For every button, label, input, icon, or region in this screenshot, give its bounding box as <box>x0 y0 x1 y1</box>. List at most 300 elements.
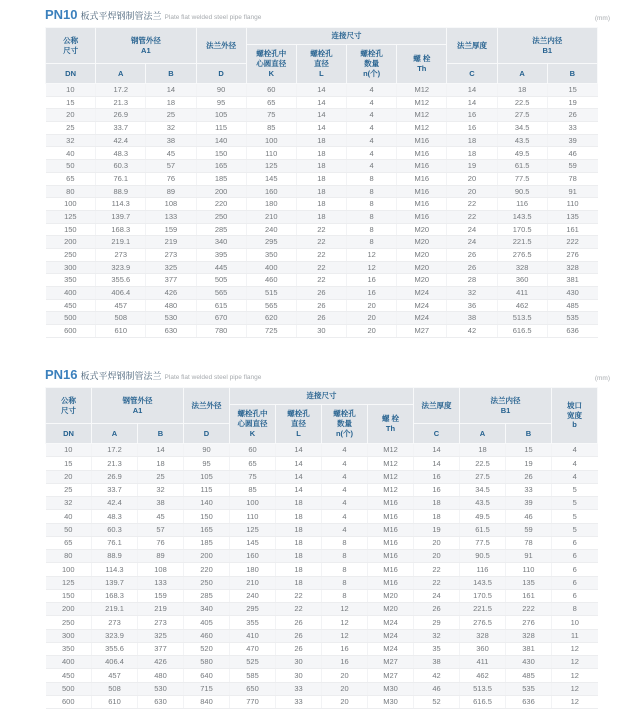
cell: 525 <box>230 656 276 669</box>
cell: 43.5 <box>497 134 547 147</box>
table-row <box>46 470 598 483</box>
cell: 450 <box>46 669 92 682</box>
cell: 80 <box>46 550 92 563</box>
cell: 29 <box>414 616 460 629</box>
cell: 616.5 <box>497 325 547 338</box>
header-bolt-circle-k: 螺栓孔中 心圆直径 K <box>246 45 296 84</box>
cell: M16 <box>397 210 447 223</box>
cell: 22.5 <box>497 96 547 109</box>
cell: 355.6 <box>96 274 146 287</box>
cell: 15 <box>46 96 96 109</box>
cell: 14 <box>414 457 460 470</box>
cell: M16 <box>397 160 447 173</box>
cell: 20 <box>447 172 497 185</box>
cell: 60 <box>230 444 276 457</box>
cell: 276 <box>547 248 597 261</box>
cell: 500 <box>46 312 96 325</box>
cell: 221.5 <box>497 236 547 249</box>
cell: 210 <box>246 210 296 223</box>
header-d: D <box>196 64 246 84</box>
cell: 4 <box>322 510 368 523</box>
table-row <box>46 109 598 122</box>
cell: 24 <box>414 589 460 602</box>
cell: 32 <box>414 629 460 642</box>
table-row <box>46 299 598 312</box>
header-connection-dims: 连接尺寸 <box>246 28 447 45</box>
cell: M24 <box>397 312 447 325</box>
cell: 108 <box>138 563 184 576</box>
pn16-section <box>45 366 610 709</box>
table-row <box>46 312 598 325</box>
cell: 18 <box>447 147 497 160</box>
cell: 150 <box>46 589 92 602</box>
cell: M12 <box>368 457 414 470</box>
cell: 15 <box>547 84 597 97</box>
cell: 4 <box>322 444 368 457</box>
cell: 340 <box>196 236 246 249</box>
cell: 725 <box>246 325 296 338</box>
header-flange-od: 法兰外径 <box>184 388 230 424</box>
cell: 20 <box>447 185 497 198</box>
cell: 381 <box>547 274 597 287</box>
header-c: C <box>414 424 460 444</box>
cell: 25 <box>138 470 184 483</box>
header-dn: DN <box>46 64 96 84</box>
cell: 59 <box>506 523 552 536</box>
cell: M12 <box>397 84 447 97</box>
cell: 38 <box>447 312 497 325</box>
cell: 33 <box>276 695 322 708</box>
pn16-title-english: Plate flat welded steel pipe flange <box>164 374 262 381</box>
cell: 114.3 <box>96 198 146 211</box>
cell: 328 <box>547 261 597 274</box>
cell: 38 <box>146 134 196 147</box>
cell: 16 <box>447 122 497 135</box>
cell: 460 <box>184 629 230 642</box>
cell: 323.9 <box>92 629 138 642</box>
cell: M16 <box>397 198 447 211</box>
cell: 85 <box>246 122 296 135</box>
cell: 276 <box>506 616 552 629</box>
cell: 505 <box>196 274 246 287</box>
cell: 75 <box>230 470 276 483</box>
cell: 26 <box>296 312 346 325</box>
cell: 50 <box>46 160 96 173</box>
cell: 18 <box>146 96 196 109</box>
cell: 4 <box>322 470 368 483</box>
cell: 61.5 <box>460 523 506 536</box>
cell: 14 <box>276 483 322 496</box>
cell: 39 <box>547 134 597 147</box>
cell: M16 <box>397 172 447 185</box>
pn16-title <box>45 366 610 383</box>
table-row <box>46 147 598 160</box>
header-flange-thickness: 法兰厚度 <box>414 388 460 424</box>
cell: 610 <box>92 695 138 708</box>
cell: 355.6 <box>92 642 138 655</box>
cell: M12 <box>368 444 414 457</box>
header-b2: B <box>547 64 597 84</box>
cell: 26 <box>296 299 346 312</box>
cell: 57 <box>138 523 184 536</box>
cell: 17.2 <box>92 444 138 457</box>
header-bolt-hole-dia-l: 螺栓孔 直径 L <box>276 405 322 444</box>
cell: M16 <box>368 497 414 510</box>
cell: 140 <box>196 134 246 147</box>
cell: 22 <box>296 223 346 236</box>
header-a: A <box>96 64 146 84</box>
cell: 32 <box>46 134 96 147</box>
table-row <box>46 223 598 236</box>
cell: 18 <box>460 444 506 457</box>
cell: 100 <box>230 497 276 510</box>
cell: 12 <box>552 642 598 655</box>
cell: 355 <box>230 616 276 629</box>
cell: 12 <box>347 261 397 274</box>
cell: M20 <box>397 261 447 274</box>
table-row <box>46 510 598 523</box>
pn16-title-chinese: 板式平焊钢制管法兰 <box>80 371 162 381</box>
cell: M20 <box>368 589 414 602</box>
cell: 18 <box>276 497 322 510</box>
cell: 20 <box>322 669 368 682</box>
table-row <box>46 444 598 457</box>
cell: 670 <box>196 312 246 325</box>
cell: 6 <box>552 589 598 602</box>
cell: 133 <box>138 576 184 589</box>
cell: 20 <box>46 470 92 483</box>
cell: 25 <box>46 122 96 135</box>
cell: 840 <box>184 695 230 708</box>
cell: 105 <box>184 470 230 483</box>
cell: 300 <box>46 629 92 642</box>
cell: 143.5 <box>460 576 506 589</box>
cell: 48.3 <box>92 510 138 523</box>
header-flange-id-b1: 法兰内径 B1 <box>460 388 552 424</box>
cell: 18 <box>276 523 322 536</box>
cell: 14 <box>447 96 497 109</box>
cell: 32 <box>146 122 196 135</box>
cell: 508 <box>96 312 146 325</box>
table-row <box>46 642 598 655</box>
cell: 14 <box>296 96 346 109</box>
cell: 14 <box>138 444 184 457</box>
header-a2: A <box>460 424 506 444</box>
table-row <box>46 122 598 135</box>
cell: 430 <box>547 287 597 300</box>
cell: 8 <box>347 172 397 185</box>
cell: 24 <box>447 236 497 249</box>
cell: 168.3 <box>96 223 146 236</box>
header-nominal-size: 公称 尺寸 <box>46 28 96 64</box>
pn16-unit-label: (mm) <box>594 375 610 382</box>
table-row <box>46 656 598 669</box>
cell: 19 <box>414 523 460 536</box>
cell: 125 <box>46 576 92 589</box>
cell: 159 <box>146 223 196 236</box>
cell: 6 <box>552 550 598 563</box>
cell: 4 <box>347 147 397 160</box>
cell: 508 <box>92 682 138 695</box>
table-row <box>46 629 598 642</box>
cell: 222 <box>506 603 552 616</box>
cell: M16 <box>368 550 414 563</box>
cell: 615 <box>196 299 246 312</box>
cell: 5 <box>552 523 598 536</box>
cell: 5 <box>552 483 598 496</box>
cell: 165 <box>184 523 230 536</box>
cell: 406.4 <box>92 656 138 669</box>
cell: 115 <box>196 122 246 135</box>
header-bolt-count-n: 螺栓孔 数量 n(个) <box>347 45 397 84</box>
table-row <box>46 576 598 589</box>
cell: 30 <box>276 656 322 669</box>
table-row <box>46 589 598 602</box>
cell: 14 <box>414 444 460 457</box>
cell: 16 <box>347 287 397 300</box>
cell: 160 <box>246 185 296 198</box>
table-row <box>46 287 598 300</box>
cell: 110 <box>506 563 552 576</box>
cell: 46 <box>506 510 552 523</box>
table-row <box>46 172 598 185</box>
cell: 49.5 <box>497 147 547 160</box>
header-bevel-width-b: 坡口 宽度 b <box>552 388 598 444</box>
cell: 16 <box>322 656 368 669</box>
cell: 780 <box>196 325 246 338</box>
cell: 276.5 <box>497 248 547 261</box>
cell: 88.9 <box>96 185 146 198</box>
cell: 585 <box>230 669 276 682</box>
cell: 27.5 <box>497 109 547 122</box>
cell: 91 <box>547 185 597 198</box>
cell: M12 <box>397 96 447 109</box>
cell: 8 <box>347 223 397 236</box>
header-d: D <box>184 424 230 444</box>
table-row <box>46 669 598 682</box>
cell: 22 <box>296 274 346 287</box>
cell: 200 <box>184 550 230 563</box>
cell: 250 <box>196 210 246 223</box>
cell: M20 <box>397 248 447 261</box>
cell: M30 <box>368 682 414 695</box>
cell: 219.1 <box>96 236 146 249</box>
cell: 161 <box>547 223 597 236</box>
cell: 161 <box>506 589 552 602</box>
header-c: C <box>447 64 497 84</box>
cell: 220 <box>184 563 230 576</box>
cell: 210 <box>230 576 276 589</box>
cell: 59 <box>547 160 597 173</box>
cell: 8 <box>347 185 397 198</box>
cell: 10 <box>552 616 598 629</box>
cell: 450 <box>46 299 96 312</box>
cell: 170.5 <box>460 589 506 602</box>
cell: 139.7 <box>92 576 138 589</box>
cell: 6 <box>552 536 598 549</box>
cell: 22 <box>276 589 322 602</box>
cell: 535 <box>547 312 597 325</box>
cell: 610 <box>96 325 146 338</box>
cell: 65 <box>46 536 92 549</box>
cell: 22 <box>414 563 460 576</box>
cell: 14 <box>296 109 346 122</box>
cell: 61.5 <box>497 160 547 173</box>
cell: 135 <box>506 576 552 589</box>
header-nominal-size: 公称 尺寸 <box>46 388 92 424</box>
cell: 4 <box>347 109 397 122</box>
cell: 135 <box>547 210 597 223</box>
pn10-section <box>45 6 610 338</box>
cell: 715 <box>184 682 230 695</box>
cell: 8 <box>322 576 368 589</box>
cell: 20 <box>347 325 397 338</box>
cell: M16 <box>397 147 447 160</box>
cell: 445 <box>196 261 246 274</box>
cell: 30 <box>296 325 346 338</box>
cell: 60 <box>246 84 296 97</box>
cell: 20 <box>322 695 368 708</box>
cell: 276.5 <box>460 616 506 629</box>
cell: 640 <box>184 669 230 682</box>
cell: 8 <box>322 563 368 576</box>
cell: 24 <box>447 223 497 236</box>
header-bolt-thread-th: 螺 栓 Th <box>397 45 447 84</box>
cell: 8 <box>322 550 368 563</box>
cell: M12 <box>397 109 447 122</box>
cell: 18 <box>138 457 184 470</box>
cell: 220 <box>196 198 246 211</box>
cell: 535 <box>506 682 552 695</box>
cell: 200 <box>46 603 92 616</box>
cell: 520 <box>184 642 230 655</box>
cell: 88.9 <box>92 550 138 563</box>
table-row <box>46 457 598 470</box>
cell: 114.3 <box>92 563 138 576</box>
cell: 90.5 <box>497 185 547 198</box>
cell: M27 <box>397 325 447 338</box>
cell: 33.7 <box>92 483 138 496</box>
cell: 295 <box>246 236 296 249</box>
cell: 273 <box>96 248 146 261</box>
cell: 411 <box>497 287 547 300</box>
cell: 34.5 <box>497 122 547 135</box>
cell: M27 <box>368 656 414 669</box>
cell: 20 <box>414 550 460 563</box>
cell: 25 <box>46 483 92 496</box>
table-row <box>46 274 598 287</box>
cell: 165 <box>196 160 246 173</box>
cell: 12 <box>552 656 598 669</box>
pn16-flange-table <box>45 387 598 709</box>
cell: 22 <box>276 603 322 616</box>
cell: 45 <box>138 510 184 523</box>
cell: 17.2 <box>96 84 146 97</box>
cell: M16 <box>397 185 447 198</box>
cell: 636 <box>506 695 552 708</box>
cell: 33 <box>506 483 552 496</box>
cell: 35 <box>414 642 460 655</box>
cell: 22 <box>296 236 346 249</box>
cell: 14 <box>447 84 497 97</box>
cell: 221.5 <box>460 603 506 616</box>
cell: 65 <box>46 172 96 185</box>
cell: 49.5 <box>460 510 506 523</box>
cell: 323.9 <box>96 261 146 274</box>
cell: 16 <box>347 274 397 287</box>
cell: 46 <box>414 682 460 695</box>
cell: M16 <box>368 576 414 589</box>
cell: M24 <box>368 616 414 629</box>
cell: 76.1 <box>92 536 138 549</box>
cell: 85 <box>230 483 276 496</box>
cell: 22 <box>296 261 346 274</box>
table-row <box>46 325 598 338</box>
cell: 250 <box>184 576 230 589</box>
cell: 285 <box>184 589 230 602</box>
cell: 250 <box>46 248 96 261</box>
pn10-title-chinese: 板式平焊钢制管法兰 <box>80 11 162 21</box>
cell: 377 <box>146 274 196 287</box>
cell: 12 <box>552 669 598 682</box>
cell: 18 <box>296 210 346 223</box>
cell: 4 <box>347 84 397 97</box>
header-b: B <box>146 64 196 84</box>
table-row <box>46 603 598 616</box>
cell: 4 <box>322 523 368 536</box>
cell: 4 <box>347 160 397 173</box>
cell: 14 <box>296 84 346 97</box>
cell: 16 <box>447 109 497 122</box>
cell: 200 <box>196 185 246 198</box>
cell: 8 <box>552 603 598 616</box>
cell: 65 <box>246 96 296 109</box>
header-pipe-od-a1: 钢管外径 A1 <box>96 28 196 64</box>
cell: 350 <box>46 642 92 655</box>
cell: 240 <box>246 223 296 236</box>
cell: 145 <box>230 536 276 549</box>
cell: 18 <box>276 576 322 589</box>
cell: M24 <box>368 629 414 642</box>
cell: 19 <box>447 160 497 173</box>
cell: M20 <box>368 603 414 616</box>
cell: 295 <box>230 603 276 616</box>
cell: 10 <box>46 444 92 457</box>
cell: 140 <box>184 497 230 510</box>
cell: 12 <box>322 603 368 616</box>
cell: 139.7 <box>96 210 146 223</box>
cell: 105 <box>196 109 246 122</box>
table-row <box>46 134 598 147</box>
cell: M30 <box>368 695 414 708</box>
cell: 219 <box>146 236 196 249</box>
cell: 14 <box>276 470 322 483</box>
cell: 18 <box>276 550 322 563</box>
cell: 57 <box>146 160 196 173</box>
cell: 159 <box>138 589 184 602</box>
cell: 6 <box>552 563 598 576</box>
cell: 219.1 <box>92 603 138 616</box>
pn10-flange-table <box>45 27 598 338</box>
cell: 273 <box>146 248 196 261</box>
cell: 34.5 <box>460 483 506 496</box>
cell: 100 <box>246 134 296 147</box>
header-b2: B <box>506 424 552 444</box>
cell: 16 <box>414 483 460 496</box>
cell: 26.9 <box>92 470 138 483</box>
cell: 16 <box>322 642 368 655</box>
cell: 770 <box>230 695 276 708</box>
